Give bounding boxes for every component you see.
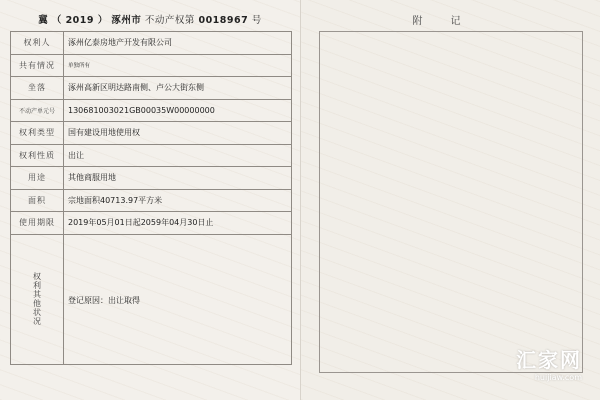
table-row bbox=[11, 189, 292, 212]
cert-city: 涿州市 bbox=[111, 15, 142, 26]
other-status-value: 登记原因：出让取得 bbox=[64, 234, 292, 364]
right-page bbox=[301, 0, 600, 400]
table-row-other-status bbox=[11, 234, 292, 364]
row-label: 坐落 bbox=[11, 77, 64, 100]
cert-word: 不动产权第 bbox=[144, 15, 195, 26]
table-row bbox=[11, 122, 292, 145]
row-label: 用途 bbox=[11, 167, 64, 190]
watermark-brand: 汇家网 bbox=[516, 348, 582, 372]
cert-suffix: 号 bbox=[251, 15, 262, 26]
row-value: 涿州高新区明达路南侧、卢公大街东侧 bbox=[64, 77, 292, 100]
row-value: 2019年05月01日起2059年04月30日止 bbox=[64, 212, 292, 235]
watermark-url: huijiaw.com bbox=[534, 373, 582, 382]
table-row bbox=[11, 77, 292, 100]
registration-table bbox=[10, 31, 292, 365]
cert-number: 0018967 bbox=[198, 15, 249, 26]
cert-year: （ 2019 ） bbox=[51, 15, 108, 26]
annex-frame bbox=[319, 31, 583, 373]
table-row bbox=[11, 144, 292, 167]
annex-title: 附记 bbox=[412, 16, 489, 27]
other-status-label: 权利其他状况 bbox=[11, 234, 64, 364]
row-value: 国有建设用地使用权 bbox=[64, 122, 292, 145]
table-row bbox=[11, 32, 292, 55]
row-label: 使用期限 bbox=[11, 212, 64, 235]
table-row bbox=[11, 99, 292, 122]
row-value: 其他商服用地 bbox=[64, 167, 292, 190]
row-label: 不动产单元号 bbox=[11, 99, 64, 122]
row-label: 权利人 bbox=[11, 32, 64, 55]
province-prefix: 冀 bbox=[38, 15, 49, 26]
table-row bbox=[11, 167, 292, 190]
certificate-header bbox=[0, 12, 300, 26]
row-label: 共有情况 bbox=[11, 54, 64, 77]
row-label: 面积 bbox=[11, 189, 64, 212]
row-value: 130681003021GB00035W00000000 bbox=[64, 99, 292, 122]
table-row bbox=[11, 212, 292, 235]
row-value: 单独所有 bbox=[64, 54, 292, 77]
row-label: 权利性质 bbox=[11, 144, 64, 167]
row-value: 宗地面积40713.97平方米 bbox=[64, 189, 292, 212]
row-value: 出让 bbox=[64, 144, 292, 167]
row-value: 涿州亿泰房地产开发有限公司 bbox=[64, 32, 292, 55]
site-watermark bbox=[516, 344, 582, 382]
row-label: 权利类型 bbox=[11, 122, 64, 145]
table-row bbox=[11, 54, 292, 77]
